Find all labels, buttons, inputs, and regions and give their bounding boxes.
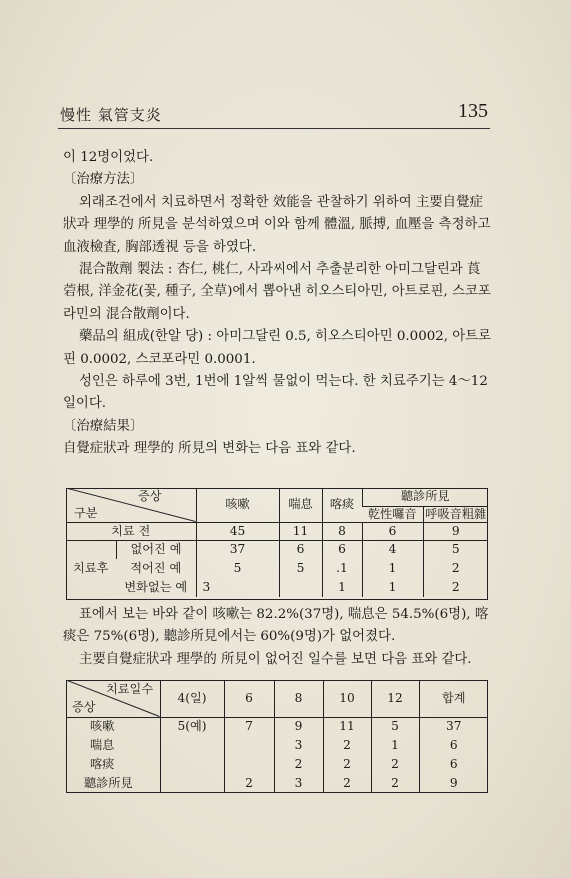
row-label: 없어진 예 (116, 540, 196, 559)
cell: 9 (274, 717, 323, 736)
cell: 8 (322, 522, 362, 540)
col-header: 10 (323, 680, 371, 717)
paragraph: 自覺症狀과 理學的 所見의 변화는 다음 표와 같다. (63, 441, 356, 457)
cell: 7 (224, 717, 274, 736)
row-label: 聽診所見 (84, 776, 133, 790)
col-header: 합계 (419, 680, 488, 717)
cell: 9 (423, 522, 488, 540)
cell: 2 (323, 736, 371, 755)
corner-cell (66, 680, 160, 717)
cell: 5 (196, 559, 279, 578)
cell: 5(예) (160, 717, 224, 736)
section-heading: 〔治療結果〕 (63, 418, 144, 434)
cell: 1 (371, 736, 419, 755)
cell: 5 (279, 559, 322, 578)
cell: 2 (423, 559, 488, 578)
col-header: 6 (224, 680, 274, 717)
col-header: 8 (274, 680, 323, 717)
running-head (60, 98, 490, 128)
page-number: 135 (458, 100, 488, 122)
row-label: 喀痰 (90, 757, 115, 771)
cell: 2 (371, 755, 419, 774)
days-table (66, 680, 488, 793)
cell: 3 (274, 774, 323, 793)
cell: 6 (419, 736, 488, 755)
cell: 37 (196, 540, 279, 559)
cell: 1 (362, 578, 423, 597)
cell: 37 (419, 717, 488, 736)
row-group-label: 치료후 (73, 561, 109, 576)
cell (160, 755, 224, 774)
corner-top-label: 증상 (138, 489, 162, 503)
table-row (66, 755, 488, 774)
cell: 9 (419, 774, 488, 793)
chapter-title: 慢性 氣管支炎 (60, 106, 162, 124)
cell: 2 (423, 578, 488, 597)
paragraph: 藥品의 組成(한알 당) : 아미그달린 0.5, 히오스티아민 0.0002, 아트로핀 0.0002, 스코포라민 0.0001. (63, 329, 492, 367)
corner-bottom-label: 구분 (74, 506, 98, 520)
paragraph: 외래조건에서 치료하면서 정확한 效能을 관찰하기 위하여 主要自覺症狀과 理學的 所見을 분석하였으며 이와 함께 體溫, 脈搏, 血壓을 측정하고 血液檢査, 胸部透視 등을 하였다. (63, 194, 491, 255)
cell (160, 774, 224, 793)
cell: 1 (322, 578, 362, 597)
table-row (66, 559, 488, 578)
cell: 11 (279, 522, 322, 540)
cell: 4 (362, 540, 423, 559)
col-header: 4(일) (160, 680, 224, 717)
paragraph: 主要自覺症狀과 理學的 所見이 없어진 일수를 보면 다음 표와 같다. (79, 651, 472, 667)
sub-header: 呼吸音粗雜 (423, 506, 488, 522)
table-row (66, 578, 488, 597)
cell: 3 (196, 578, 279, 597)
table-row (66, 522, 488, 540)
table-row (66, 774, 488, 793)
corner-top-label: 치료일수 (106, 682, 154, 696)
table-row (66, 736, 488, 755)
cell: 2 (224, 774, 274, 793)
cell (279, 578, 322, 597)
body-text-2 (63, 604, 493, 671)
col-header: 咳嗽 (196, 488, 279, 522)
cell: 6 (362, 522, 423, 540)
table-row (66, 717, 488, 736)
table-row (66, 540, 488, 559)
cell: 5 (371, 717, 419, 736)
group-header: 聽診所見 (362, 488, 488, 506)
cell: 6 (419, 755, 488, 774)
row-label: 치료 전 (66, 522, 196, 540)
cell: 2 (371, 774, 419, 793)
header-rule (58, 128, 490, 129)
row-label: 적어진 예 (130, 561, 182, 575)
paragraph: 混合散劑 製法 : 杏仁, 桃仁, 사과씨에서 추출분리한 아미그달린과 莨菪根, 洋金花(꽃, 種子, 全草)에서 뽑아낸 히오스티아민, 아트로핀, 스코포라민의 混合散劑이다. (63, 262, 491, 322)
corner-cell (66, 488, 196, 522)
col-header: 喀痰 (322, 488, 362, 522)
row-label: 咳嗽 (90, 719, 115, 734)
cell (160, 736, 224, 755)
cell: 6 (322, 540, 362, 559)
row-label: 喘息 (90, 738, 115, 752)
cell (224, 755, 274, 774)
cell: 3 (274, 736, 323, 755)
section-heading: 〔治療方法〕 (63, 172, 144, 188)
cell: .1 (322, 559, 362, 578)
cell: 2 (323, 774, 371, 793)
body-text (63, 147, 493, 461)
paragraph: 성인은 하루에 3번, 1번에 1알씩 물없이 먹는다. 한 치료주기는 4～12일이다. (63, 374, 488, 412)
paragraph: 이 12명이었다. (63, 150, 154, 165)
cell: 1 (362, 559, 423, 578)
cell: 2 (323, 755, 371, 774)
col-header: 喘息 (279, 488, 322, 522)
cell: 6 (279, 540, 322, 559)
cell: 2 (274, 755, 323, 774)
sub-header: 乾性囉音 (362, 506, 423, 522)
cell: 11 (323, 717, 371, 736)
paragraph: 표에서 보는 바와 같이 咳嗽는 82.2%(37명), 喘息은 54.5%(6명), 喀痰은 75%(6명), 聽診所見에서는 60%(9명)가 없어졌다. (63, 607, 489, 645)
cell: 5 (423, 540, 488, 559)
symptom-change-table (66, 488, 488, 597)
row-label: 변화없는 예 (124, 580, 188, 594)
corner-bottom-label: 증상 (72, 700, 96, 714)
col-header: 12 (371, 680, 419, 717)
cell (224, 736, 274, 755)
cell: 45 (196, 522, 279, 540)
